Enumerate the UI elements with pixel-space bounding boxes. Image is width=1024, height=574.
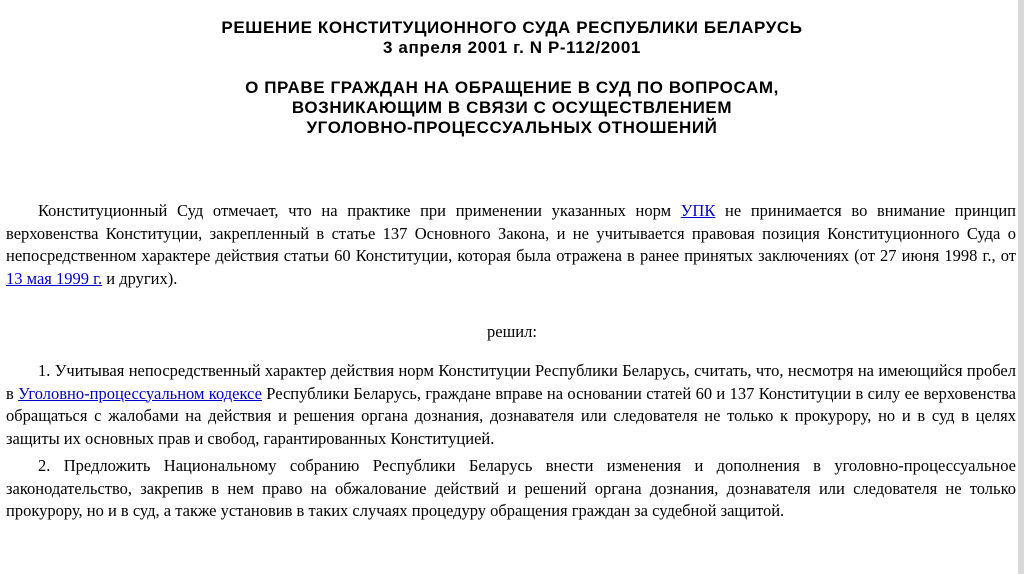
paragraph-decision-1 xyxy=(6,360,1016,450)
paragraph-decision-2: 2. Предложить Национальному собранию Республики Беларусь внести изменения и дополнения в уголовно-процессуальное законодательство, закрепив в нем право на обжалование действий и решений органа дознания, дознавателя или следователя не только прокурору, но и в суд, а также установив в таких случаях процедуру обращения граждан за судебной защитой. xyxy=(6,456,1016,520)
resolved-heading: решил: xyxy=(487,322,537,341)
criminal-procedure-code-link[interactable]: Уголовно-процессуальном кодексе xyxy=(18,383,262,403)
paragraph1-text-middle: не принимается во внимание принцип верховенства Конституции, закрепленный в статье 137 Основного Закона, и не учитывается правовая позиция Конституционного Суда о непосредственном характере действия статьи 60 Конституции, которая была отражена в ранее принятых заключениях (от 27 июня 1998 г., от xyxy=(6,201,1016,265)
may-1999-link[interactable]: 13 мая 1999 г. xyxy=(6,268,103,288)
paragraph2-text-end: Республики Беларусь, граждане вправе на основании статей 60 и 137 Конституции в силу ее верховенства обращаться с жалобами на действия и решения органа дознания, дознавателя или следователя не только к прокурору, но и в суд в целях защиты их основных прав и свобод, гарантированных Конституцией. xyxy=(6,383,1017,448)
court-decision-heading: РЕШЕНИЕ КОНСТИТУЦИОННОГО СУДА РЕСПУБЛИКИ БЕЛАРУСЬ xyxy=(221,18,803,37)
paragraph1-text-end: и других). xyxy=(102,268,178,288)
title-line-3: УГОЛОВНО-ПРОЦЕССУАЛЬНЫХ ОТНОШЕНИЙ xyxy=(306,118,718,137)
document-title xyxy=(0,78,1024,138)
title-line-2: ВОЗНИКАЮЩИМ В СВЯЗИ С ОСУЩЕСТВЛЕНИЕМ xyxy=(291,98,733,117)
document-header xyxy=(0,18,1024,138)
title-line-1: О ПРАВЕ ГРАЖДАН НА ОБРАЩЕНИЕ В СУД ПО ВОПРОСАМ, xyxy=(245,78,779,97)
paragraph1-text-start: Конституционный Суд отмечает, что на практике при применении указанных норм xyxy=(38,201,681,220)
upk-link[interactable]: УПК xyxy=(680,201,716,220)
paragraph2-text-start: 1. Учитывая непосредственный характер действия норм Конституции Республики Беларусь, считать, что, несмотря на имеющийся пробел в xyxy=(6,361,1016,403)
paragraph-court-notes xyxy=(6,200,1016,290)
decision-date-number: 3 апреля 2001 г. N Р-112/2001 xyxy=(383,38,641,57)
